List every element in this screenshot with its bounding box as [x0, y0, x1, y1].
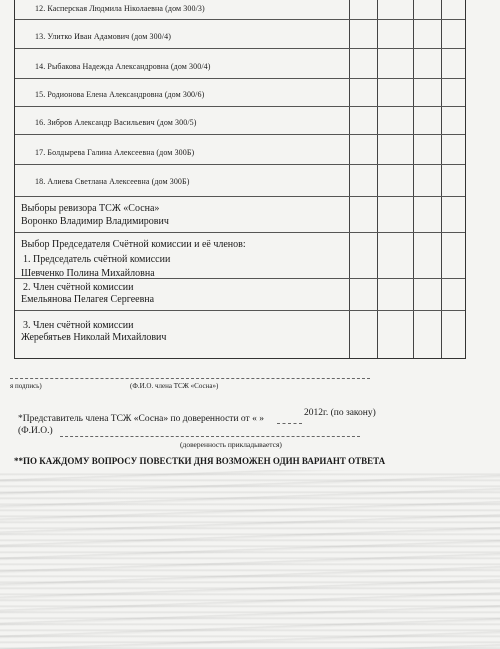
scan-noise	[0, 470, 500, 649]
candidate-row-13: 13. Улитко Иван Адамович (дом 300/4)	[35, 32, 171, 41]
column-divider-for	[349, 0, 350, 358]
column-divider-against	[377, 0, 378, 358]
representative-line: *Представитель члена ТСЖ «Сосна» по доверенности от « »	[18, 414, 264, 424]
representative-year: 2012г. (по закону)	[304, 408, 376, 418]
commission-role-member-2: 2. Член счётной комисcии	[23, 282, 134, 293]
candidate-row-18: 18. Алиева Светлана Алексеевна (дом 300Б)	[35, 177, 190, 186]
row-divider	[15, 196, 465, 197]
signature-line	[10, 378, 370, 379]
candidate-row-17: 17. Болдырева Галина Алексеевна (дом 300Б)	[35, 148, 195, 157]
commission-name-member-3: Жеребятьев Николай Михайлович	[21, 332, 167, 343]
row-divider	[15, 310, 465, 311]
commission-heading: Выбор Председателя Счётной комиссии и её членов:	[21, 239, 246, 250]
candidate-row-14: 14. Рыбакова Надежда Александровна (дом 300/4)	[35, 62, 211, 71]
candidate-row-15: 15. Родионова Елена Александровна (дом 300/6)	[35, 90, 205, 99]
ballot-table	[14, 0, 466, 359]
fio-blank	[60, 436, 360, 437]
fio-member-label: (Ф.И.О. члена ТСЖ «Сосна»)	[130, 382, 219, 390]
candidate-row-12: 12. Касперская Людмила Ніколаевна (дом 300/3)	[35, 4, 205, 13]
auditor-heading: Выборы ревизора ТСЖ «Сосна»	[21, 203, 160, 214]
date-blank	[277, 423, 302, 424]
commission-name-chair: Шевченко Полина Михайловна	[21, 268, 155, 279]
auditor-name: Воронко Владимир Владимирович	[21, 216, 169, 227]
column-divider-extra	[441, 0, 442, 358]
row-divider	[15, 164, 465, 165]
row-divider	[15, 232, 465, 233]
column-divider-abstain	[413, 0, 414, 358]
row-divider	[15, 134, 465, 135]
row-divider	[15, 48, 465, 49]
signature-label: я подпись)	[10, 382, 42, 390]
row-divider	[15, 19, 465, 20]
row-divider	[15, 78, 465, 79]
commission-role-member-3: 3. Член счётной комиссии	[23, 320, 134, 331]
commission-role-chair: 1. Председатель счётной комиссии	[23, 254, 171, 265]
candidate-row-16: 16. Зибров Александр Васильевич (дом 300/5)	[35, 118, 197, 127]
row-divider	[15, 106, 465, 107]
answer-note: **ПО КАЖДОМУ ВОПРОСУ ПОВЕСТКИ ДНЯ ВОЗМОЖЕН ОДИН ВАРИАНТ ОТВЕТА	[14, 456, 386, 466]
commission-name-member-2: Емельянова Пелагея Сергеевна	[21, 294, 155, 305]
representative-fio: (Ф.И.О.)	[18, 426, 53, 436]
power-of-attorney-note: (доверенность прикладывается)	[180, 440, 282, 449]
